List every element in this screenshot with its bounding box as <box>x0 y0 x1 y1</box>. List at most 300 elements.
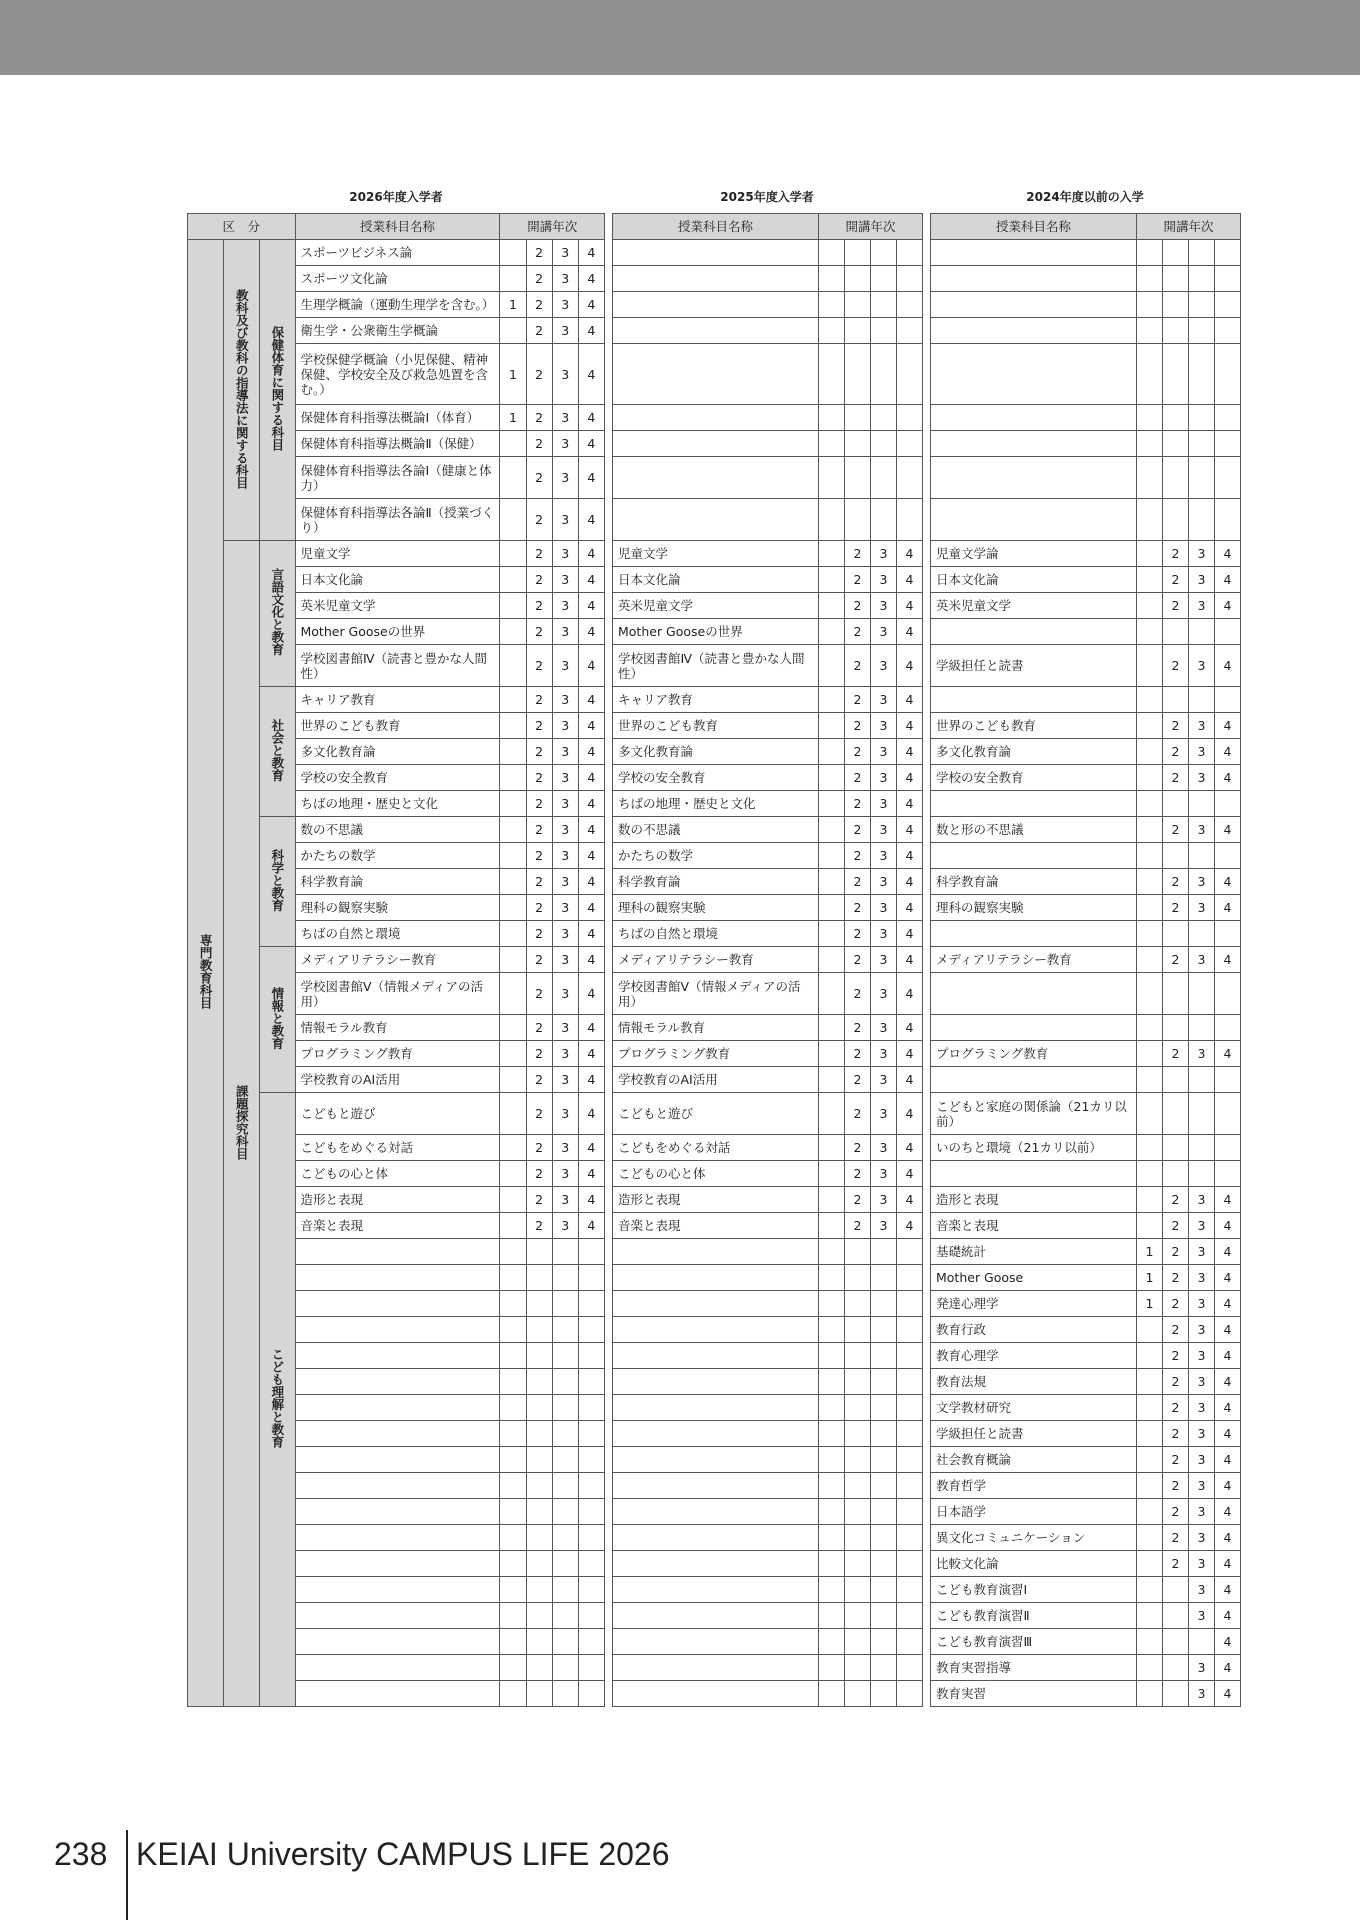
year-cell <box>578 1499 604 1525</box>
year-cell <box>1137 921 1163 947</box>
year-cell <box>819 431 845 457</box>
year-cell: 3 <box>871 1213 897 1239</box>
year-cell: 3 <box>1189 1239 1215 1265</box>
year-cell: 4 <box>897 895 923 921</box>
course-name: こどもをめぐる対話 <box>613 1135 819 1161</box>
year-cell <box>845 1629 871 1655</box>
year-cell <box>500 1603 526 1629</box>
year-cell <box>500 499 526 541</box>
category-kodomo <box>260 1093 295 1707</box>
year-cell <box>500 1239 526 1265</box>
year-cell <box>819 947 845 973</box>
year-cell <box>1137 1135 1163 1161</box>
year-cell: 1 <box>1137 1291 1163 1317</box>
year-cell <box>1137 292 1163 318</box>
year-cell <box>500 739 526 765</box>
course-name: こども教育演習Ⅲ <box>931 1629 1137 1655</box>
course-name <box>931 499 1137 541</box>
year-cell: 3 <box>871 619 897 645</box>
year-cell: 3 <box>1189 1655 1215 1681</box>
year-cell: 3 <box>871 1161 897 1187</box>
year-cell <box>1215 431 1241 457</box>
course-name: 児童文学論 <box>931 541 1137 567</box>
header-row <box>188 214 605 240</box>
year-cell <box>1163 921 1189 947</box>
year-cell <box>526 1447 552 1473</box>
footer-divider <box>126 1830 128 1920</box>
course-name: 学級担任と読書 <box>931 645 1137 687</box>
year-cell <box>1189 1093 1215 1135</box>
year-cell: 3 <box>871 1067 897 1093</box>
course-name <box>295 1291 500 1317</box>
year-cell <box>500 1499 526 1525</box>
year-cell <box>1137 869 1163 895</box>
year-cell: 2 <box>845 921 871 947</box>
year-cell <box>1137 457 1163 499</box>
year-cell <box>819 1291 845 1317</box>
category-senmon-label: 専門教育科目 <box>198 934 214 1009</box>
year-cell: 2 <box>526 687 552 713</box>
year-cell <box>871 1499 897 1525</box>
course-name: 学級担任と読書 <box>931 1421 1137 1447</box>
table-row <box>613 457 923 499</box>
course-name <box>295 1681 500 1707</box>
year-cell <box>1215 405 1241 431</box>
year-cell: 3 <box>871 541 897 567</box>
year-cell <box>871 1447 897 1473</box>
course-name <box>931 791 1137 817</box>
year-cell <box>1137 499 1163 541</box>
year-cell: 4 <box>578 713 604 739</box>
year-cell: 2 <box>1163 1265 1189 1291</box>
year-cell <box>845 318 871 344</box>
year-cell: 3 <box>871 645 897 687</box>
year-cell: 3 <box>552 1067 578 1093</box>
year-cell <box>500 457 526 499</box>
year-cell: 3 <box>1189 645 1215 687</box>
course-name: 保健体育科指導法各論Ⅰ（健康と体力） <box>295 457 500 499</box>
year-cell <box>871 1291 897 1317</box>
category-hoken <box>260 240 295 541</box>
course-name: 学校の安全教育 <box>613 765 819 791</box>
year-cell: 2 <box>526 240 552 266</box>
year-cell: 4 <box>1215 1421 1241 1447</box>
year-cell <box>552 1681 578 1707</box>
course-name: こどもの心と体 <box>295 1161 500 1187</box>
year-cell <box>1137 1681 1163 1707</box>
year-cell <box>819 1265 845 1291</box>
table-row <box>613 499 923 541</box>
year-cell: 4 <box>897 687 923 713</box>
year-cell: 4 <box>578 765 604 791</box>
table-row <box>613 1161 923 1187</box>
table-row <box>931 541 1241 567</box>
year-cell <box>1137 1473 1163 1499</box>
year-cell <box>845 1603 871 1629</box>
year-cell <box>1163 687 1189 713</box>
course-name: 英米児童文学 <box>931 593 1137 619</box>
year-cell: 4 <box>578 1187 604 1213</box>
course-name <box>295 1603 500 1629</box>
course-name: ちばの地理・歴史と文化 <box>613 791 819 817</box>
year-cell <box>500 1015 526 1041</box>
year-cell <box>526 1603 552 1629</box>
table-row <box>613 1629 923 1655</box>
year-cell <box>500 1681 526 1707</box>
table-row <box>613 344 923 405</box>
year-cell <box>1137 431 1163 457</box>
year-cell <box>819 1447 845 1473</box>
year-cell: 3 <box>552 344 578 405</box>
year-cell <box>897 1395 923 1421</box>
year-cell <box>819 1603 845 1629</box>
year-cell: 3 <box>552 947 578 973</box>
category-jouhou <box>260 947 295 1093</box>
year-cell: 3 <box>1189 1265 1215 1291</box>
year-cell: 4 <box>1215 1681 1241 1707</box>
year-cell: 2 <box>1163 1317 1189 1343</box>
course-name: スポーツ文化論 <box>295 266 500 292</box>
table-row <box>931 1421 1241 1447</box>
year-cell <box>1137 895 1163 921</box>
course-name <box>613 1369 819 1395</box>
year-cell: 3 <box>552 1041 578 1067</box>
year-cell <box>1137 1395 1163 1421</box>
year-cell <box>819 645 845 687</box>
year-cell <box>819 1655 845 1681</box>
year-cell <box>526 1239 552 1265</box>
year-cell: 2 <box>526 1015 552 1041</box>
year-cell: 3 <box>1189 1499 1215 1525</box>
year-cell <box>871 431 897 457</box>
year-cell <box>897 499 923 541</box>
course-name: 学校保健学概論（小児保健、精神保健、学校安全及び救急処置を含む。） <box>295 344 500 405</box>
year-cell <box>819 765 845 791</box>
year-cell <box>897 1265 923 1291</box>
year-cell <box>1137 240 1163 266</box>
header-row <box>931 214 1241 240</box>
course-name: 日本文化論 <box>613 567 819 593</box>
course-name: 情報モラル教育 <box>613 1015 819 1041</box>
table-row <box>613 713 923 739</box>
course-name <box>613 240 819 266</box>
table-row <box>613 541 923 567</box>
year-cell <box>819 499 845 541</box>
year-cell: 4 <box>897 973 923 1015</box>
year-cell <box>500 240 526 266</box>
year-cell <box>819 843 845 869</box>
table-row <box>931 1041 1241 1067</box>
course-name: 多文化教育論 <box>613 739 819 765</box>
year-cell: 4 <box>578 1213 604 1239</box>
year-cell <box>1215 1093 1241 1135</box>
course-name: 教育法規 <box>931 1369 1137 1395</box>
course-name: プログラミング教育 <box>613 1041 819 1067</box>
year-cell <box>578 1395 604 1421</box>
year-cell <box>578 1551 604 1577</box>
year-cell: 4 <box>578 947 604 973</box>
year-cell <box>1137 817 1163 843</box>
year-cell <box>871 292 897 318</box>
table-row <box>931 1577 1241 1603</box>
year-cell <box>500 541 526 567</box>
table-row <box>931 1093 1241 1135</box>
year-cell: 4 <box>1215 713 1241 739</box>
year-cell <box>552 1499 578 1525</box>
course-name: 保健体育科指導法概論Ⅱ（保健） <box>295 431 500 457</box>
year-cell <box>552 1577 578 1603</box>
table-row <box>613 1265 923 1291</box>
year-cell: 3 <box>552 266 578 292</box>
year-cell: 3 <box>871 765 897 791</box>
year-cell: 2 <box>1163 1421 1189 1447</box>
year-cell: 4 <box>1215 1265 1241 1291</box>
year-cell <box>500 947 526 973</box>
year-cell: 2 <box>845 567 871 593</box>
course-name: 生理学概論（運動生理学を含む。） <box>295 292 500 318</box>
year-cell: 2 <box>526 567 552 593</box>
year-cell <box>1189 292 1215 318</box>
year-cell <box>897 1577 923 1603</box>
year-cell: 3 <box>1189 567 1215 593</box>
course-name <box>613 1343 819 1369</box>
year-cell: 2 <box>526 921 552 947</box>
course-name: 英米児童文学 <box>295 593 500 619</box>
category-gengo <box>260 541 295 687</box>
course-name: メディアリテラシー教育 <box>295 947 500 973</box>
year-cell <box>500 1041 526 1067</box>
year-cell <box>1163 1577 1189 1603</box>
year-cell: 3 <box>1189 1603 1215 1629</box>
year-cell: 2 <box>1163 947 1189 973</box>
course-name: 世界のこども教育 <box>295 713 500 739</box>
course-name <box>613 266 819 292</box>
year-cell <box>1137 713 1163 739</box>
year-cell <box>871 1577 897 1603</box>
year-cell <box>1163 1067 1189 1093</box>
year-cell <box>819 1421 845 1447</box>
year-cell: 3 <box>552 292 578 318</box>
year-cell: 2 <box>845 713 871 739</box>
year-cell <box>897 240 923 266</box>
year-cell <box>871 344 897 405</box>
year-cell: 2 <box>845 645 871 687</box>
year-cell: 2 <box>526 791 552 817</box>
year-cell <box>1189 687 1215 713</box>
course-name: 多文化教育論 <box>295 739 500 765</box>
year-cell: 2 <box>526 1187 552 1213</box>
table-row <box>931 687 1241 713</box>
year-cell <box>1215 843 1241 869</box>
table-row <box>931 1473 1241 1499</box>
year-cell: 2 <box>526 973 552 1015</box>
year-cell <box>1137 1369 1163 1395</box>
year-cell <box>526 1265 552 1291</box>
year-cell <box>1137 567 1163 593</box>
year-cell: 4 <box>1215 1629 1241 1655</box>
year-cell: 4 <box>1215 1525 1241 1551</box>
year-cell: 2 <box>1163 1291 1189 1317</box>
year-cell: 4 <box>1215 765 1241 791</box>
year-cell: 3 <box>552 431 578 457</box>
table-row <box>931 1239 1241 1265</box>
table-row <box>613 1655 923 1681</box>
year-cell <box>819 1577 845 1603</box>
year-cell: 3 <box>552 1135 578 1161</box>
table-row <box>931 1551 1241 1577</box>
year-cell <box>500 1067 526 1093</box>
course-name: こどもをめぐる対話 <box>295 1135 500 1161</box>
year-cell: 3 <box>1189 817 1215 843</box>
year-cell <box>526 1525 552 1551</box>
year-cell: 4 <box>1215 1499 1241 1525</box>
table-row <box>931 1161 1241 1187</box>
year-cell: 4 <box>578 541 604 567</box>
course-name: こどもの心と体 <box>613 1161 819 1187</box>
year-cell <box>897 344 923 405</box>
year-cell: 4 <box>1215 1213 1241 1239</box>
year-cell <box>1137 1343 1163 1369</box>
year-cell <box>897 318 923 344</box>
year-cell: 2 <box>526 593 552 619</box>
year-cell: 4 <box>897 843 923 869</box>
category-kagaku <box>260 817 295 947</box>
year-cell: 3 <box>871 1093 897 1135</box>
year-cell: 3 <box>552 921 578 947</box>
course-name: 教育実習 <box>931 1681 1137 1707</box>
year-cell <box>1137 1041 1163 1067</box>
year-cell <box>500 1291 526 1317</box>
table-row <box>613 1093 923 1135</box>
course-name: かたちの数学 <box>613 843 819 869</box>
footer-title: KEIAI University CAMPUS LIFE 2026 <box>136 1836 670 1872</box>
course-name: 学校教育のAI活用 <box>613 1067 819 1093</box>
course-name <box>295 1317 500 1343</box>
course-name <box>295 1499 500 1525</box>
year-cell: 4 <box>578 499 604 541</box>
category-jouhou-label: 情報と教育 <box>269 986 285 1050</box>
year-cell: 4 <box>897 947 923 973</box>
table-row <box>613 869 923 895</box>
year-cell: 3 <box>552 1093 578 1135</box>
table-row <box>931 1629 1241 1655</box>
course-name: 数の不思議 <box>295 817 500 843</box>
course-name <box>931 292 1137 318</box>
year-cell <box>552 1291 578 1317</box>
table-row <box>613 817 923 843</box>
course-name: 英米児童文学 <box>613 593 819 619</box>
year-cell <box>1189 499 1215 541</box>
year-cell: 3 <box>1189 1291 1215 1317</box>
year-cell <box>526 1681 552 1707</box>
year-cell: 3 <box>1189 1525 1215 1551</box>
year-cell: 4 <box>1215 567 1241 593</box>
course-name: 異文化コミュニケーション <box>931 1525 1137 1551</box>
year-cell <box>552 1525 578 1551</box>
course-name <box>295 1525 500 1551</box>
category-senmon <box>188 240 224 1707</box>
year-cell: 4 <box>897 713 923 739</box>
year-cell <box>500 1369 526 1395</box>
year-cell: 3 <box>552 619 578 645</box>
year-cell <box>819 292 845 318</box>
year-cell <box>819 1187 845 1213</box>
year-cell: 2 <box>1163 739 1189 765</box>
year-cell <box>845 499 871 541</box>
course-name: Mother Gooseの世界 <box>613 619 819 645</box>
year-cell: 4 <box>1215 1551 1241 1577</box>
year-cell: 4 <box>1215 1317 1241 1343</box>
year-cell: 4 <box>578 739 604 765</box>
course-name <box>295 1473 500 1499</box>
year-cell <box>500 1421 526 1447</box>
table-row <box>931 292 1241 318</box>
year-cell: 4 <box>578 869 604 895</box>
year-cell: 4 <box>897 645 923 687</box>
year-cell <box>897 1655 923 1681</box>
course-name <box>613 1629 819 1655</box>
year-cell: 3 <box>1189 1577 1215 1603</box>
table-row <box>613 791 923 817</box>
year-cell: 4 <box>1215 541 1241 567</box>
year-cell <box>552 1551 578 1577</box>
year-cell: 2 <box>845 1161 871 1187</box>
year-cell <box>819 713 845 739</box>
year-cell: 3 <box>1189 1041 1215 1067</box>
course-name <box>613 405 819 431</box>
year-cell <box>819 739 845 765</box>
year-cell: 3 <box>552 318 578 344</box>
year-cell <box>1163 1135 1189 1161</box>
year-cell <box>871 1265 897 1291</box>
year-cell <box>871 1343 897 1369</box>
year-cell <box>1163 1655 1189 1681</box>
course-name: いのちと環境（21カリ以前） <box>931 1135 1137 1161</box>
year-cell: 3 <box>871 593 897 619</box>
year-cell: 2 <box>1163 1213 1189 1239</box>
year-cell: 2 <box>1163 1187 1189 1213</box>
course-name: ちばの自然と環境 <box>295 921 500 947</box>
year-cell: 3 <box>552 405 578 431</box>
table-row <box>613 431 923 457</box>
year-cell <box>500 791 526 817</box>
year-cell <box>1163 344 1189 405</box>
year-header-2026: 2026年度入学者 <box>349 190 443 204</box>
year-cell: 3 <box>1189 739 1215 765</box>
course-name <box>295 1369 500 1395</box>
course-name <box>931 266 1137 292</box>
year-cell: 4 <box>1215 1291 1241 1317</box>
year-cell: 3 <box>552 593 578 619</box>
course-name: Mother Goose <box>931 1265 1137 1291</box>
year-cell: 4 <box>897 921 923 947</box>
year-cell <box>897 1551 923 1577</box>
table-row <box>613 567 923 593</box>
year-cell <box>526 1473 552 1499</box>
year-cell <box>1137 1015 1163 1041</box>
year-cell: 3 <box>552 1187 578 1213</box>
course-name <box>613 1291 819 1317</box>
year-cell <box>1163 266 1189 292</box>
year-cell: 3 <box>871 947 897 973</box>
table-row <box>931 973 1241 1015</box>
year-cell <box>871 1629 897 1655</box>
year-cell <box>1137 687 1163 713</box>
year-cell: 2 <box>845 619 871 645</box>
year-cell <box>526 1369 552 1395</box>
year-cell: 4 <box>1215 869 1241 895</box>
year-cell: 2 <box>845 791 871 817</box>
